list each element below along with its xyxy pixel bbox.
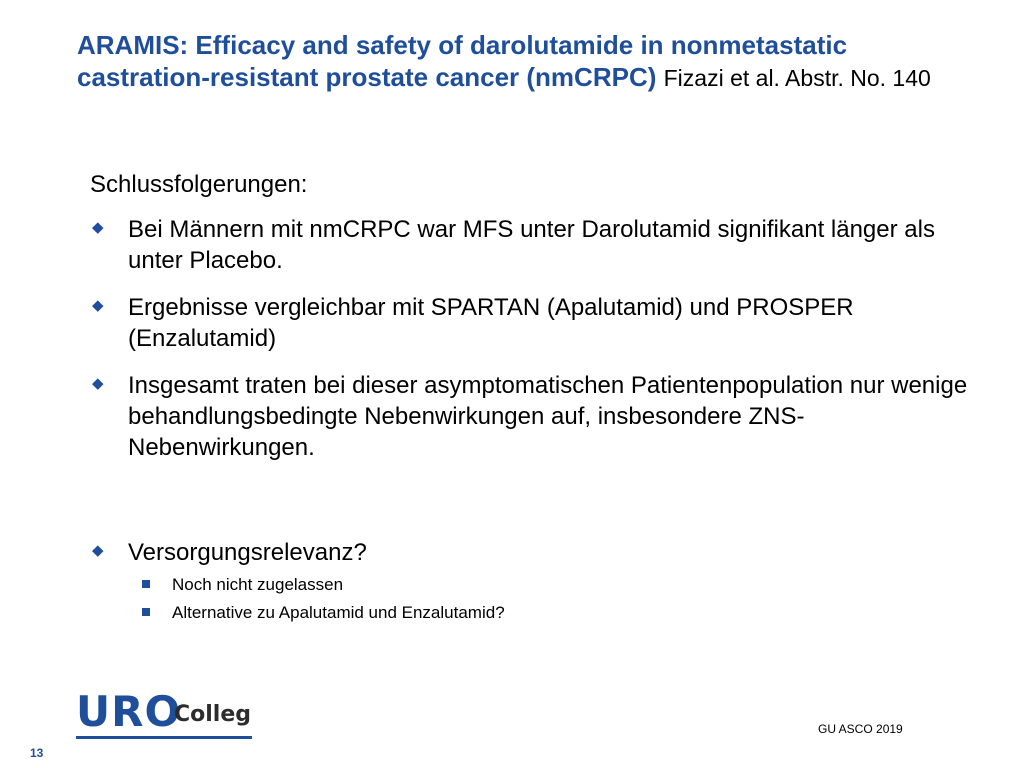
diamond-icon: ◆ bbox=[92, 542, 104, 559]
slide-title-main: ARAMIS: Efficacy and safety of darolutamide in nonmetastatic castration-resistant prostate cancer (nmCRPC) bbox=[77, 30, 848, 92]
conclusions-heading: Schlussfolgerungen: bbox=[90, 171, 308, 198]
diamond-icon: ◆ bbox=[92, 375, 104, 392]
slide-title bbox=[77, 30, 977, 94]
square-icon bbox=[142, 608, 150, 616]
diamond-icon: ◆ bbox=[92, 219, 104, 236]
logo-uro-text: URO bbox=[76, 687, 182, 736]
relevance-subbullets bbox=[128, 574, 970, 624]
urocolleg-logo bbox=[76, 687, 256, 746]
slide-title-author: Fizazi et al. Abstr. No. 140 bbox=[663, 64, 931, 91]
list-item bbox=[128, 574, 970, 596]
conclusions-list bbox=[90, 214, 970, 463]
list-item bbox=[128, 602, 970, 624]
list-item bbox=[90, 537, 970, 624]
list-item bbox=[90, 370, 970, 463]
slide-content bbox=[90, 170, 970, 640]
bullet-text: Insgesamt traten bei dieser asymptomatischen Patientenpopulation nur wenige behandlungsbedingte Nebenwirkungen auf, insbesondere ZNS-Nebenwirkungen. bbox=[128, 372, 968, 461]
list-item bbox=[90, 292, 970, 354]
source-label: GU ASCO 2019 bbox=[818, 722, 903, 736]
square-icon bbox=[142, 580, 150, 588]
logo-colleg-text: Colleg bbox=[174, 702, 252, 727]
subbullet-text: Alternative zu Apalutamid und Enzalutamid? bbox=[172, 603, 505, 622]
diamond-icon: ◆ bbox=[92, 297, 104, 314]
page-number: 13 bbox=[30, 746, 44, 760]
relevance-list bbox=[90, 537, 970, 624]
list-item bbox=[90, 214, 970, 276]
bullet-text: Bei Männern mit nmCRPC war MFS unter Darolutamid signifikant länger als unter Placebo. bbox=[128, 216, 935, 274]
subbullet-text: Noch nicht zugelassen bbox=[172, 575, 344, 594]
logo-underline bbox=[76, 736, 252, 739]
relevance-label: Versorgungsrelevanz? bbox=[128, 539, 367, 566]
spacer bbox=[90, 479, 970, 537]
bullet-text: Ergebnisse vergleichbar mit SPARTAN (Apalutamid) und PROSPER (Enzalutamid) bbox=[128, 294, 854, 352]
